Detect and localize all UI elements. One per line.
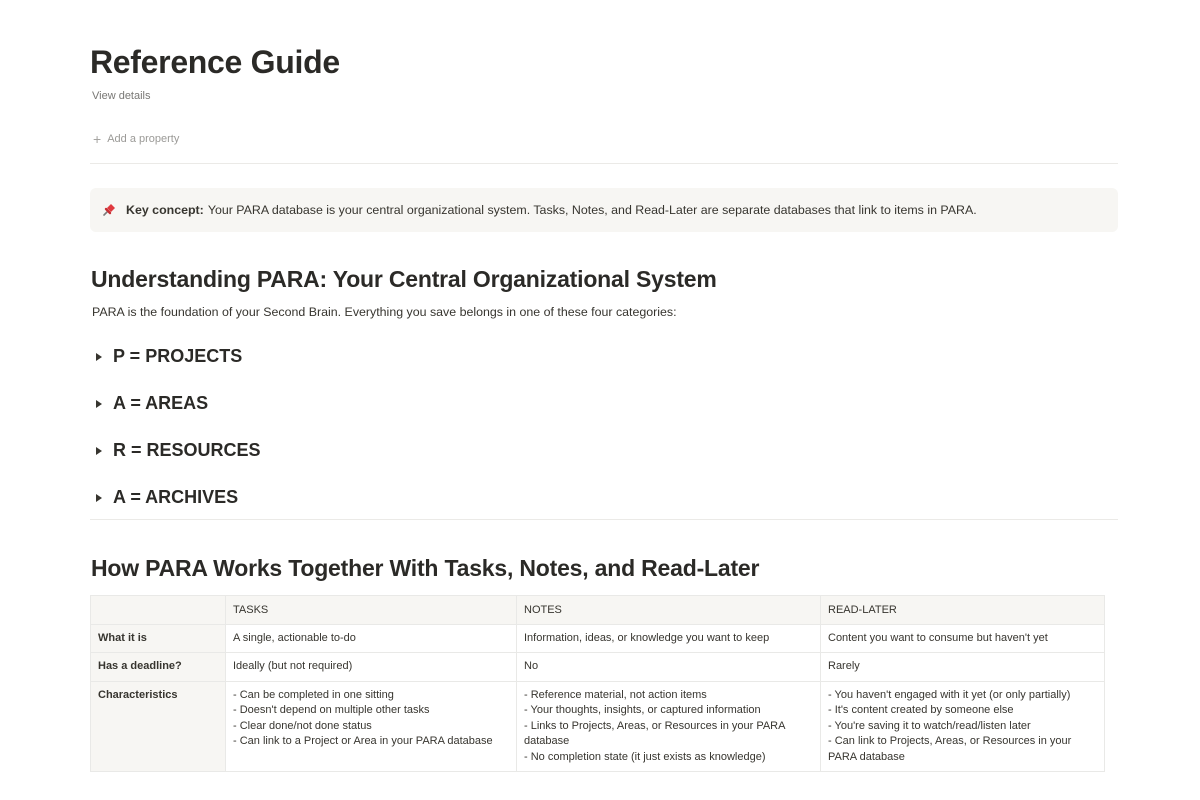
table-header-cell[interactable]: TASKS — [226, 596, 517, 625]
divider — [90, 519, 1118, 520]
callout-text: Your PARA database is your central organizational system. Tasks, Notes, and Read-Later are separate databases that link to items in PARA. — [207, 203, 977, 217]
section-heading-how-para-works: How PARA Works Together With Tasks, Notes, and Read-Later — [91, 555, 760, 581]
cell-line: - Reference material, not action items — [524, 688, 707, 701]
toggle-label: A = ARCHIVES — [113, 487, 239, 507]
table-cell[interactable]: Content you want to consume but haven't yet — [821, 624, 1105, 653]
row-header-cell[interactable]: What it is — [91, 624, 226, 653]
toggle-archives[interactable] — [96, 487, 238, 508]
page-title[interactable]: Reference Guide — [90, 44, 340, 80]
table-header-cell[interactable] — [91, 596, 226, 625]
table-row — [91, 681, 1105, 772]
table-header-cell[interactable]: NOTES — [517, 596, 821, 625]
table-header-row — [91, 596, 1105, 625]
add-property-button[interactable] — [93, 130, 180, 147]
row-header-cell[interactable]: Has a deadline? — [91, 653, 226, 682]
toggle-label: A = AREAS — [113, 393, 209, 413]
toggle-label: P = PROJECTS — [113, 346, 243, 366]
view-details-link[interactable]: View details — [92, 90, 151, 102]
table-row — [91, 653, 1105, 682]
callout — [90, 188, 1118, 232]
cell-line: - Can link to Projects, Areas, or Resources in your PARA database — [828, 735, 1072, 763]
cell-line: - You haven't engaged with it yet (or only partially) — [828, 688, 1071, 701]
cell-line: - Links to Projects, Areas, or Resources in your PARA database — [524, 719, 785, 747]
toggle-resources[interactable] — [96, 440, 261, 461]
plus-icon: + — [93, 130, 102, 147]
cell-line: - Can link to a Project or Area in your PARA database — [233, 735, 493, 747]
cell-line: - It's content created by someone else — [828, 704, 1014, 716]
table-cell[interactable] — [226, 681, 517, 772]
toggle-areas[interactable] — [96, 393, 208, 414]
table-cell[interactable]: Ideally (but not required) — [226, 653, 517, 682]
toggle-projects[interactable] — [96, 346, 242, 367]
toggle-label: R = RESOURCES — [113, 440, 261, 460]
cell-line: - You're saving it to watch/read/listen later — [828, 719, 1031, 732]
cell-line: - Your thoughts, insights, or captured information — [524, 704, 761, 716]
comparison-table — [90, 595, 1105, 772]
table-row — [91, 624, 1105, 653]
table-cell[interactable]: Rarely — [821, 653, 1105, 682]
table-cell[interactable]: No — [517, 653, 821, 682]
table-cell[interactable] — [821, 681, 1105, 772]
divider — [90, 163, 1118, 164]
toggle-triangle-icon[interactable] — [96, 400, 102, 408]
cell-line: - Can be completed in one sitting — [233, 688, 394, 701]
table-cell[interactable]: Information, ideas, or knowledge you want to keep — [517, 624, 821, 653]
table-header-cell[interactable]: READ-LATER — [821, 596, 1105, 625]
toggle-triangle-icon[interactable] — [96, 494, 102, 502]
cell-line: - Doesn't depend on multiple other tasks — [233, 704, 430, 716]
toggle-triangle-icon[interactable] — [96, 353, 102, 361]
table-cell[interactable]: A single, actionable to-do — [226, 624, 517, 653]
cell-line: - No completion state (it just exists as knowledge) — [524, 750, 766, 763]
table-cell[interactable] — [517, 681, 821, 772]
row-header-cell[interactable]: Characteristics — [91, 681, 226, 772]
pushpin-icon — [101, 202, 117, 218]
cell-line: - Clear done/not done status — [233, 719, 372, 732]
section-intro: PARA is the foundation of your Second Brain. Everything you save belongs in one of these four categories: — [92, 305, 677, 319]
toggle-triangle-icon[interactable] — [96, 447, 102, 455]
section-heading-para: Understanding PARA: Your Central Organizational System — [91, 266, 717, 292]
callout-bold: Key concept: — [126, 203, 204, 217]
add-property-label: Add a property — [107, 133, 180, 145]
